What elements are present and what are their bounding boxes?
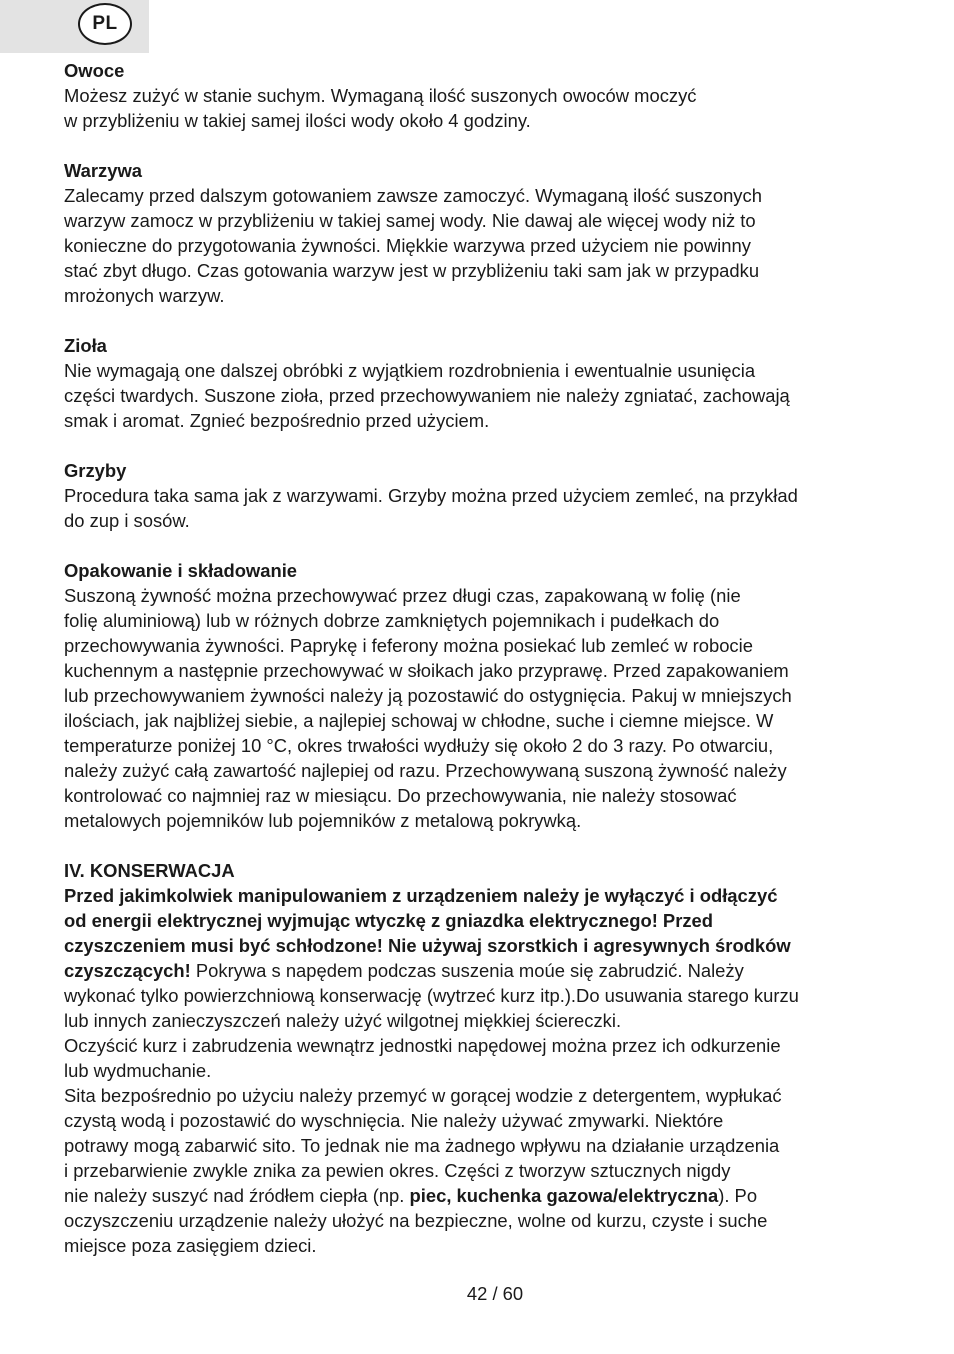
- text-line: mrożonych warzyw.: [64, 285, 225, 306]
- text-line: czystą wodą i pozostawić do wyschnięcia. Nie należy używać zmywarki. Niektóre: [64, 1110, 724, 1131]
- text-line: i przebarwienie zwykle znika za pewien okres. Części z tworzyw sztucznych nigdy: [64, 1160, 731, 1181]
- text-line: lub innych zanieczyszczeń należy użyć wilgotnej miękkiej ściereczki.: [64, 1010, 622, 1031]
- text-line: kuchennym a następnie przechowywać w słoikach jako przyprawę. Przed zapakowaniem: [64, 660, 789, 681]
- section-ziola: [64, 333, 894, 433]
- text-line: konieczne do przygotowania żywności. Miękkie warzywa przed użyciem nie powinny: [64, 235, 751, 256]
- text-line: lub przechowywaniem żywności należy ją pozostawić do ostygnięcia. Pakuj w mniejszych: [64, 685, 792, 706]
- text-line: folię aluminiową) lub w różnych dobrze zamkniętych pojemnikach i pudełkach do: [64, 610, 720, 631]
- text-line: [64, 1183, 894, 1208]
- text-line: ilościach, jak najbliżej siebie, a najlepiej schowaj w chłodne, suche i ciemne miejsce. W: [64, 710, 774, 731]
- text-line: stać zbyt długo. Czas gotowania warzyw jest w przybliżeniu taki sam jak w przypadku: [64, 260, 760, 281]
- text-line: należy zużyć całą zawartość najlepiej od razu. Przechowywaną suszoną żywność należy: [64, 760, 787, 781]
- section-heading: Opakowanie i składowanie: [64, 560, 298, 581]
- text-line: do zup i sosów.: [64, 510, 190, 531]
- warning-line: czyszczeniem musi być schłodzone! Nie używaj szorstkich i agresywnych środków: [64, 935, 791, 956]
- section-heading: Zioła: [64, 335, 107, 356]
- text-line: temperaturze poniżej 10 °C, okres trwałości wydłuży się około 2 do 3 razy. Po otwarciu,: [64, 735, 774, 756]
- text-line: przechowywania żywności. Paprykę i feferony można posiekać lub zemleć w robocie: [64, 635, 753, 656]
- language-badge: PL: [78, 3, 132, 45]
- section-warzywa: [64, 158, 894, 308]
- text-fragment: nie należy suszyć nad źródłem ciepła (np.: [64, 1185, 410, 1206]
- section-grzyby: [64, 458, 894, 533]
- text-fragment: Pokrywa s napędem podczas suszenia moúe się zabrudzić. Należy: [190, 960, 744, 981]
- text-line: Oczyścić kurz i zabrudzenia wewnątrz jednostki napędowej można przez ich odkurzenie: [64, 1035, 781, 1056]
- section-opakowanie: [64, 558, 894, 833]
- section-heading: Warzywa: [64, 160, 143, 181]
- text-line: metalowych pojemników lub pojemników z metalową pokrywką.: [64, 810, 582, 831]
- section-konserwacja: [64, 858, 894, 1258]
- text-line: Procedura taka sama jak z warzywami. Grzyby można przed użyciem zemleć, na przykład: [64, 485, 798, 506]
- text-line: miejsce poza zasięgiem dzieci.: [64, 1235, 317, 1256]
- text-line: oczyszczeniu urządzenie należy ułożyć na bezpieczne, wolne od kurzu, czyste i suche: [64, 1210, 768, 1231]
- text-fragment: ). Po: [718, 1185, 758, 1206]
- text-line: części twardych. Suszone zioła, przed przechowywaniem nie należy zgniatać, zachowają: [64, 385, 790, 406]
- page-content: [64, 58, 894, 1283]
- text-line: [64, 958, 894, 983]
- text-line: smak i aromat. Zgnieć bezpośrednio przed użyciem.: [64, 410, 490, 431]
- text-line: Sita bezpośrednio po użyciu należy przemyć w gorącej wodzie z detergentem, wypłukać: [64, 1085, 782, 1106]
- section-heading: Grzyby: [64, 460, 127, 481]
- section-owoce: [64, 58, 894, 133]
- text-line: Nie wymagają one dalszej obróbki z wyjątkiem rozdrobnienia i ewentualnie usunięcia: [64, 360, 756, 381]
- page-number: 42 / 60: [466, 1283, 524, 1304]
- text-line: warzyw zamocz w przybliżeniu w takiej samej wody. Nie dawaj ale więcej wody niż to: [64, 210, 756, 231]
- text-line: Zalecamy przed dalszym gotowaniem zawsze zamoczyć. Wymaganą ilość suszonych: [64, 185, 762, 206]
- section-heading: Owoce: [64, 60, 125, 81]
- warning-line: od energii elektrycznej wyjmując wtyczkę z gniazdka elektrycznego! Przed: [64, 910, 714, 931]
- warning-word: czyszczących!: [64, 960, 191, 981]
- text-line: kontrolować co najmniej raz w miesiącu. Do przechowywania, nie należy stosować: [64, 785, 737, 806]
- text-line: potrawy mogą zabarwić sito. To jednak nie ma żadnego wpływu na działanie urządzenia: [64, 1135, 780, 1156]
- text-line: w przybliżeniu w takiej samej ilości wody około 4 godziny.: [64, 110, 531, 131]
- heat-sources-text: piec, kuchenka gazowa/elektryczna: [409, 1185, 719, 1206]
- warning-line: Przed jakimkolwiek manipulowaniem z urządzeniem należy je wyłączyć i odłączyć: [64, 885, 778, 906]
- text-line: lub wydmuchanie.: [64, 1060, 212, 1081]
- text-line: Możesz zużyć w stanie suchym. Wymaganą ilość suszonych owoców moczyć: [64, 85, 697, 106]
- language-tab: [0, 0, 149, 53]
- text-line: wykonać tylko powierzchniową konserwację (wytrzeć kurz itp.).Do usuwania starego kurzu: [64, 985, 799, 1006]
- text-line: Suszoną żywność można przechowywać przez długi czas, zapakowaną w folię (nie: [64, 585, 741, 606]
- section-heading: IV. KONSERWACJA: [64, 860, 235, 881]
